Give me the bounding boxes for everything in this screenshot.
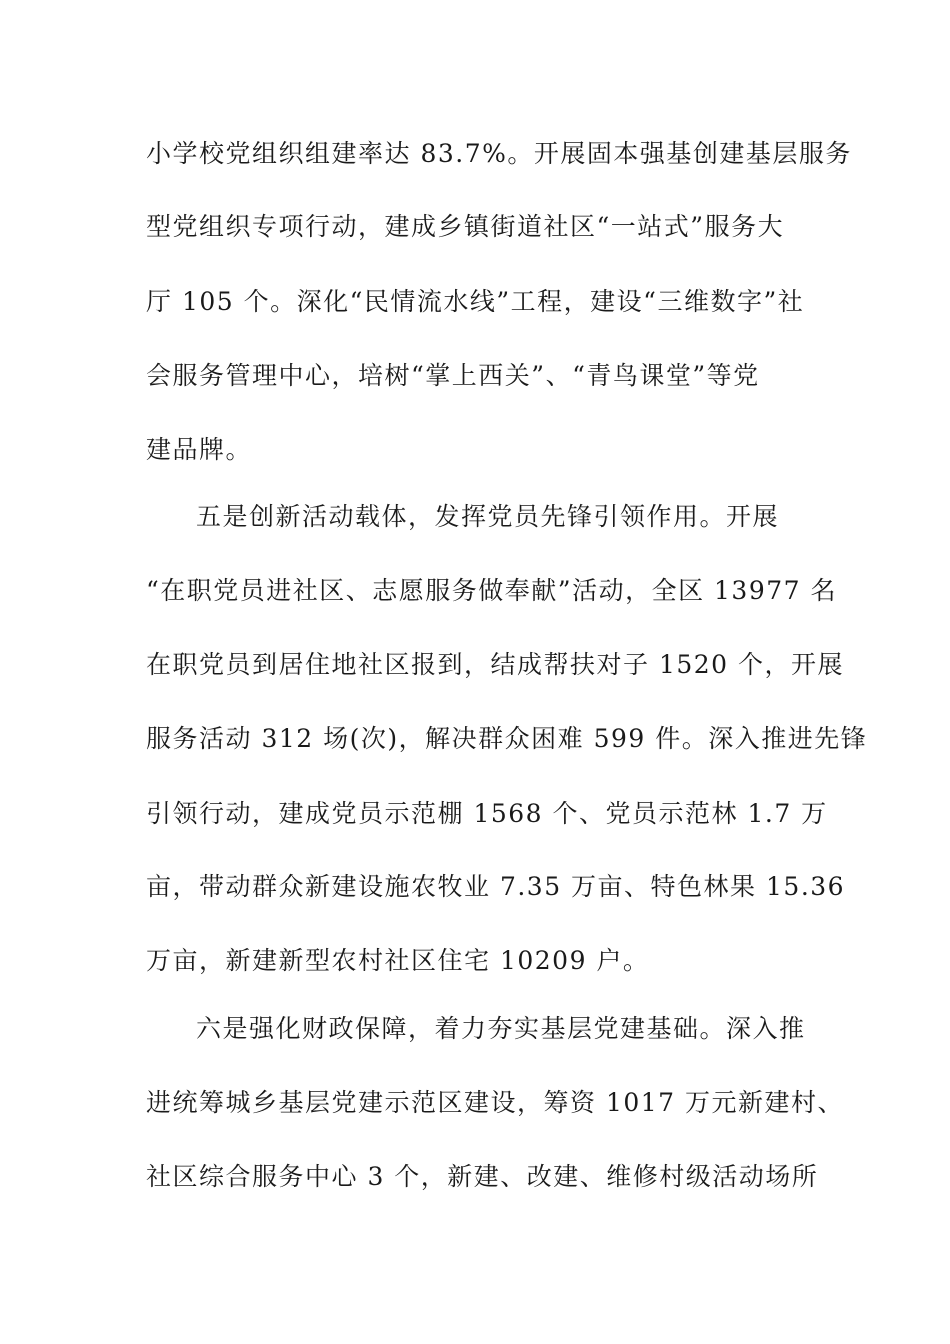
text-line: “在职党员进社区、志愿服务做奉献”活动，全区 13977 名 — [146, 576, 837, 605]
text-line: 会服务管理中心，培树“掌上西关”、“青鸟课堂”等党 — [146, 361, 760, 390]
text-line: 在职党员到居住地社区报到，结成帮扶对子 1520 个，开展 — [146, 650, 845, 679]
text-line: 服务活动 312 场(次)，解决群众困难 599 件。深入推进先锋 — [146, 724, 868, 753]
text-line: 建品牌。 — [146, 435, 253, 464]
text-line: 万亩，新建新型农村社区住宅 10209 户。 — [146, 946, 650, 975]
paragraph-start-line: 六是强化财政保障，着力夯实基层党建基础。深入推 — [196, 1014, 806, 1043]
text-line: 型党组织专项行动，建成乡镇街道社区“一站式”服务大 — [146, 212, 785, 241]
text-line: 引领行动，建成党员示范棚 1568 个、党员示范林 1.7 万 — [146, 799, 828, 828]
text-line: 亩，带动群众新建设施农牧业 7.35 万亩、特色林果 15.36 — [146, 872, 846, 901]
text-line: 进统筹城乡基层党建示范区建设，筹资 1017 万元新建村、 — [146, 1088, 845, 1117]
text-line: 厅 105 个。深化“民情流水线”工程，建设“三维数字”社 — [146, 287, 805, 316]
paragraph-start-line: 五是创新活动载体，发挥党员先锋引领作用。开展 — [196, 502, 780, 531]
text-line: 小学校党组织组建率达 83.7%。开展固本强基创建基层服务 — [146, 139, 852, 168]
text-line: 社区综合服务中心 3 个，新建、改建、维修村级活动场所 — [146, 1162, 819, 1191]
